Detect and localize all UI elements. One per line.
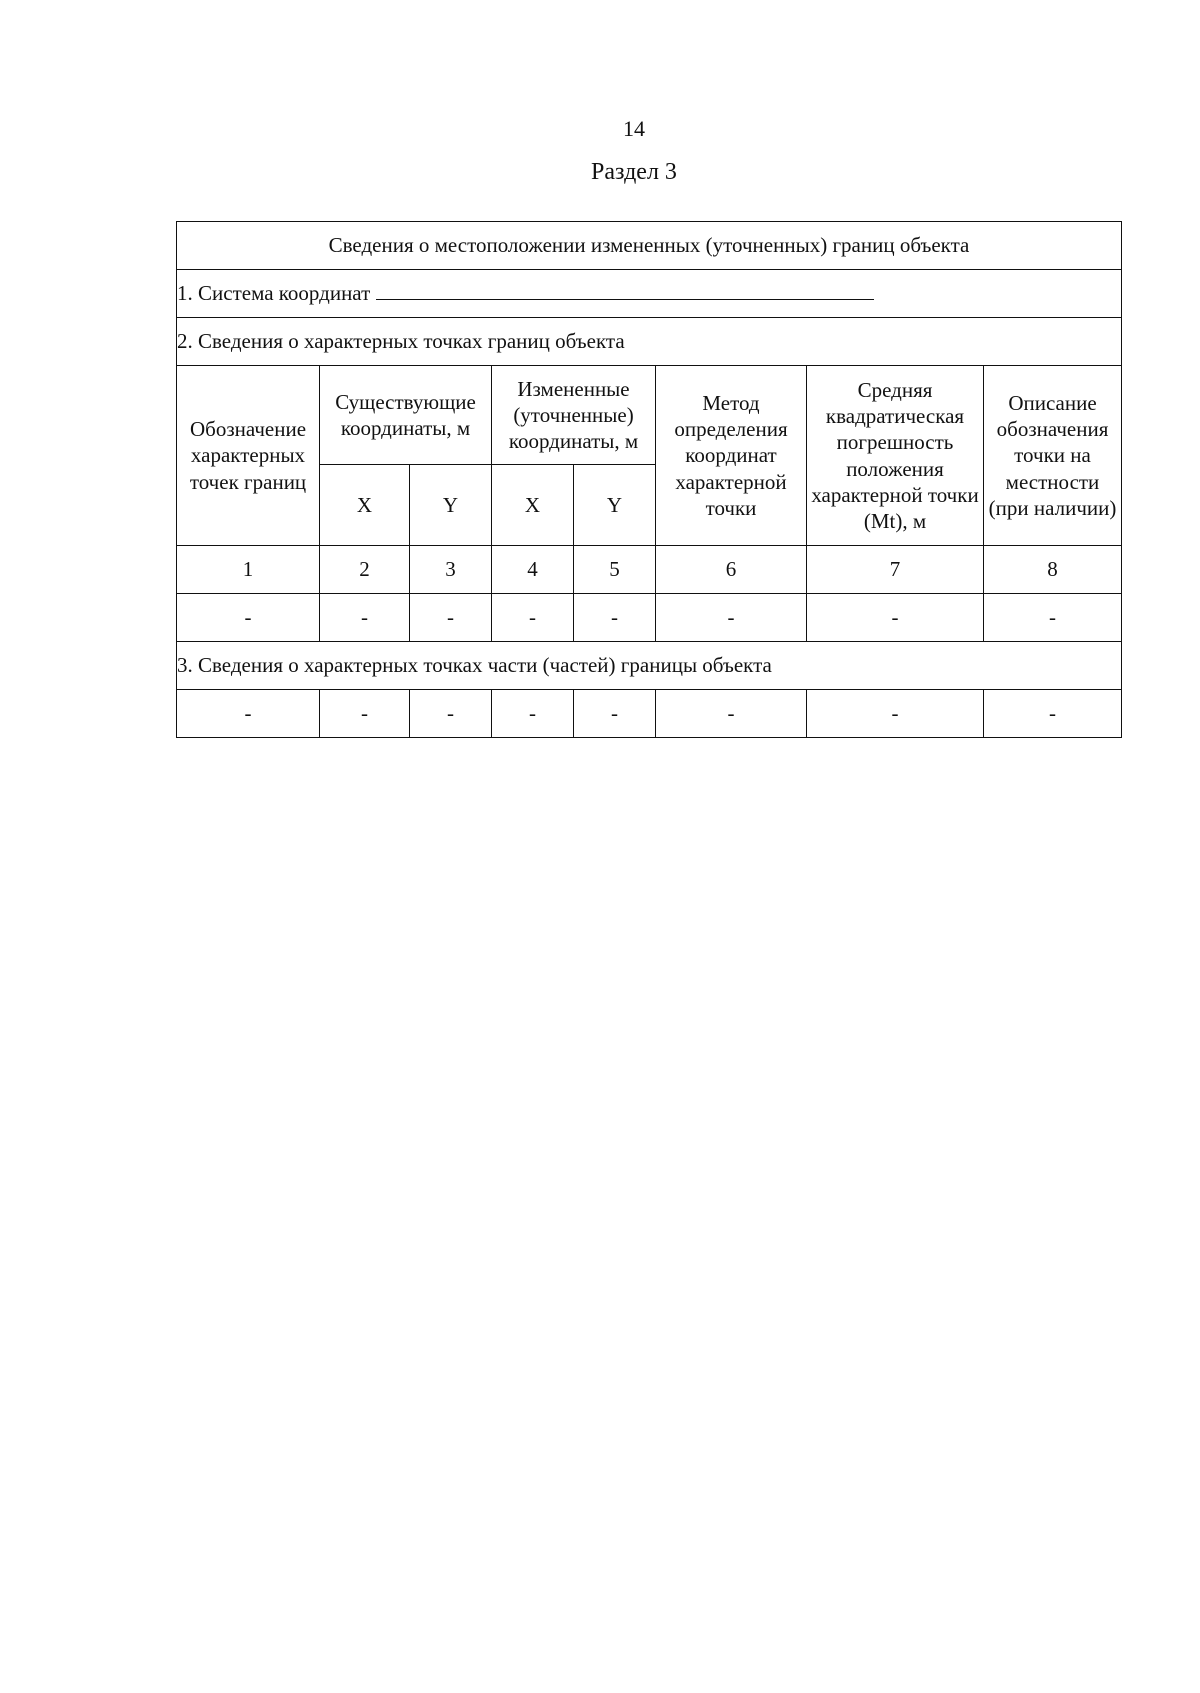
column-number: 5 (574, 546, 656, 594)
header-existing-coords: Существующие координаты, м (320, 366, 492, 465)
header-error: Средняя квадратическая погрешность положения характерной точки (Mt), м (807, 366, 984, 546)
table-cell: - (492, 594, 574, 642)
table-cell: - (410, 594, 492, 642)
table-cell: - (410, 690, 492, 738)
table-cell: - (492, 690, 574, 738)
table-title-row (177, 222, 1122, 270)
header-description: Описание обозначения точки на местности (при наличии) (984, 366, 1122, 546)
column-numbers-row (177, 546, 1122, 594)
table-cell: - (177, 594, 320, 642)
table-cell: - (807, 594, 984, 642)
header-changed-y: Y (574, 465, 656, 546)
table-cell: - (177, 690, 320, 738)
section-title: Раздел 3 (591, 159, 677, 185)
page-number: 14 (623, 116, 645, 141)
parts-data-row (177, 690, 1122, 738)
table-cell: - (320, 690, 410, 738)
table-cell: - (574, 594, 656, 642)
header-row (177, 366, 1122, 465)
column-number: 7 (807, 546, 984, 594)
points-section-label: 2. Сведения о характерных точках границ объекта (177, 318, 1122, 366)
column-number: 4 (492, 546, 574, 594)
column-number: 6 (656, 546, 807, 594)
column-number: 2 (320, 546, 410, 594)
parts-section-row (177, 642, 1122, 690)
coordinate-system-row (177, 270, 1122, 318)
parts-section-label: 3. Сведения о характерных точках части (частей) границы объекта (177, 642, 1122, 690)
column-number: 3 (410, 546, 492, 594)
boundary-table (176, 221, 1122, 738)
table-cell: - (984, 594, 1122, 642)
header-existing-x: X (320, 465, 410, 546)
header-existing-y: Y (410, 465, 492, 546)
points-data-row (177, 594, 1122, 642)
table-cell: - (320, 594, 410, 642)
header-point-designation: Обозначение характерных точек границ (177, 366, 320, 546)
header-changed-coords: Измененные (уточненные) координаты, м (492, 366, 656, 465)
table-cell: - (574, 690, 656, 738)
points-section-row (177, 318, 1122, 366)
column-number: 1 (177, 546, 320, 594)
coordinate-system-label: 1. Система координат (177, 281, 371, 306)
header-method: Метод определения координат характерной точки (656, 366, 807, 546)
table-cell: - (984, 690, 1122, 738)
table-cell: - (656, 594, 807, 642)
column-number: 8 (984, 546, 1122, 594)
header-changed-x: X (492, 465, 574, 546)
table-cell: - (807, 690, 984, 738)
table-cell: - (656, 690, 807, 738)
coordinate-system-blank-line (376, 281, 874, 300)
table-title: Сведения о местоположении измененных (уточненных) границ объекта (177, 222, 1122, 270)
